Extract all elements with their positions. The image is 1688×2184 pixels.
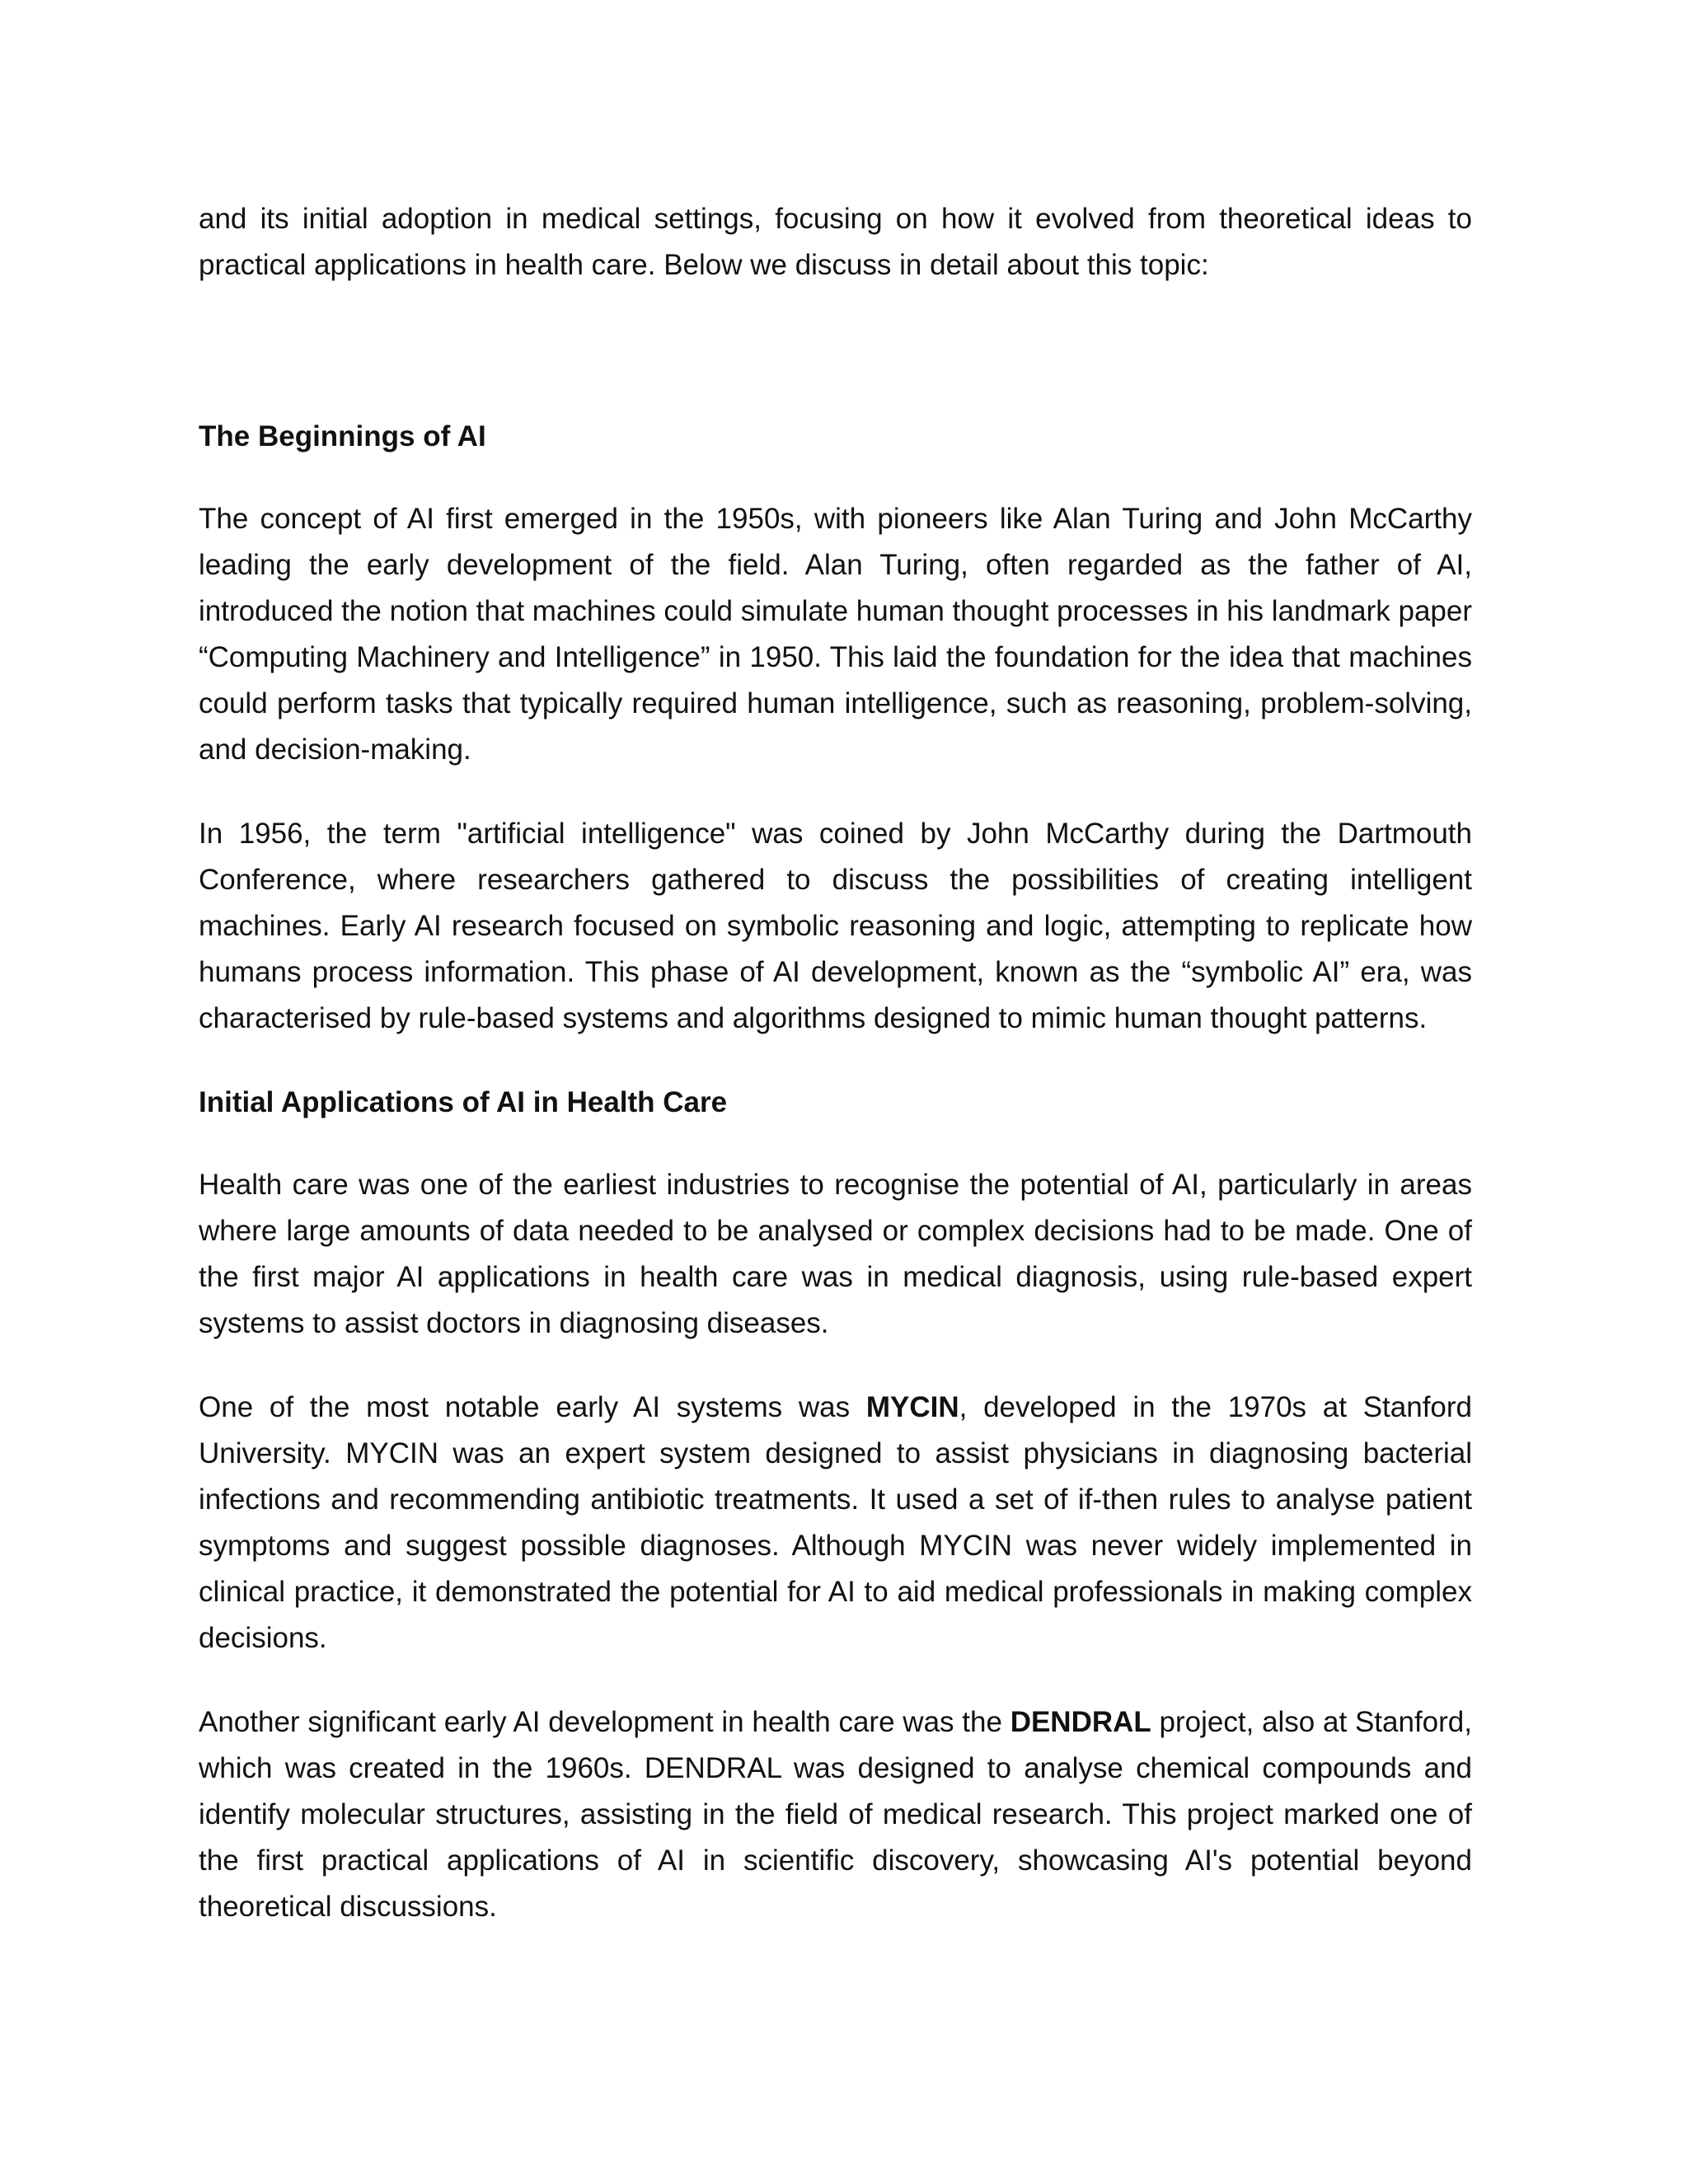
paragraph-mycin (199, 1385, 1472, 1661)
intro-paragraph: and its initial adoption in medical settings, focusing on how it evolved from theoretical ideas to practical applications in health care. Below we discuss in detail about this topic: (199, 203, 1472, 281)
mycin-bold: MYCIN (865, 1391, 959, 1423)
dendral-text-before: Another significant early AI development in health care was the (199, 1706, 1010, 1738)
paragraph-health-care: Health care was one of the earliest industries to recognise the potential of AI, particularly in areas where large amounts of data needed to be analysed or complex decisions had to be made. One of the first major AI applications in health care was in medical diagnosis, using rule-based expert systems to assist doctors in diagnosing diseases. (199, 1169, 1472, 1339)
dendral-bold: DENDRAL (1010, 1706, 1151, 1738)
mycin-text-after: , developed in the 1970s at Stanford University. MYCIN was an expert system designed to assist physicians in diagnosing bacterial infections and recommending antibiotic treatments. It used a set of if-then rules to analyse patient symptoms and suggest possible diagnoses. Although MYCIN was never widely implemented in clinical practice, it demonstrated the potential for AI to aid medical professionals in making complex decisions. (199, 1391, 1472, 1654)
paragraph-concept-of-ai: The concept of AI first emerged in the 1950s, with pioneers like Alan Turing and John McCarthy leading the early development of the field. Alan Turing, often regarded as the father of AI, introduced the notion that machines could simulate human thought processes in his landmark paper “Computing Machinery and Intelligence” in 1950. This laid the foundation for the idea that machines could perform tasks that typically required human intelligence, such as reasoning, problem-solving, and decision-making. (199, 503, 1472, 766)
paragraph-1956-dartmouth: In 1956, the term "artificial intelligence" was coined by John McCarthy during the Dartmouth Conference, where researchers gathered to discuss the possibilities of creating intelligent machines. Early AI research focused on symbolic reasoning and logic, attempting to replicate how humans process information. This phase of AI development, known as the “symbolic AI” era, was characterised by rule-based systems and algorithms designed to mimic human thought patterns. (199, 818, 1472, 1034)
mycin-text-before: One of the most notable early AI systems was (199, 1391, 866, 1423)
heading-beginnings-of-ai: The Beginnings of AI (199, 420, 486, 452)
paragraph-dendral (199, 1699, 1472, 1930)
heading-initial-applications: Initial Applications of AI in Health Care (199, 1086, 728, 1118)
dendral-text-after: project, also at Stanford, which was created in the 1960s. DENDRAL was designed to analyse chemical compounds and identify molecular structures, assisting in the field of medical research. This project marked one of the first practical applications of AI in scientific discovery, showcasing AI's potential beyond theoretical discussions. (199, 1706, 1472, 1923)
